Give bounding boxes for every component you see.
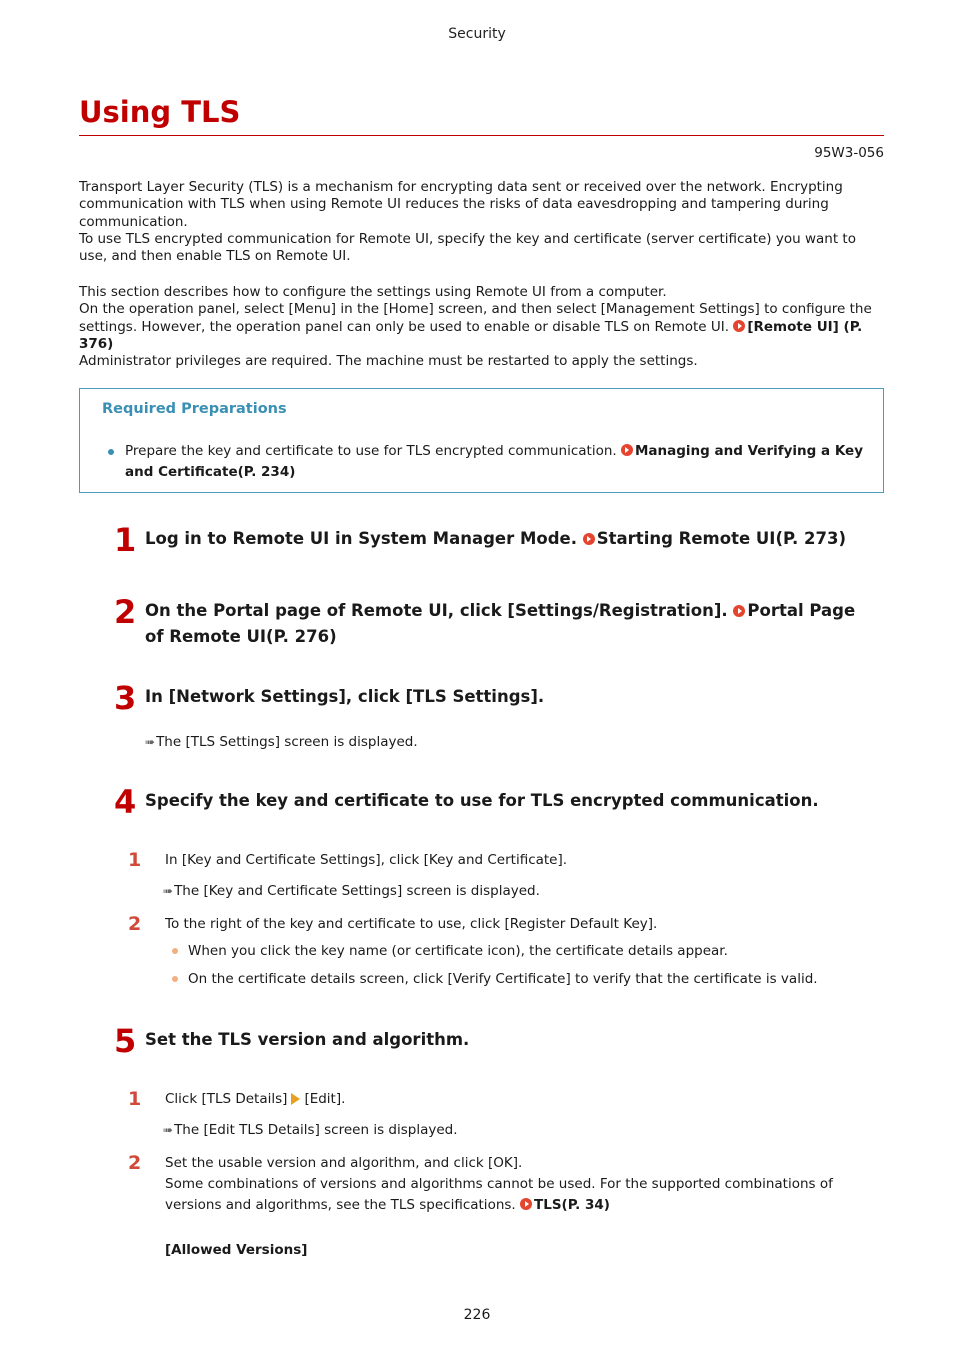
menu-arrow-icon <box>291 1093 300 1105</box>
step-4-sub-1-result <box>163 883 540 899</box>
remote-ui-link-text: [Remote UI] (P. 376) <box>79 318 863 352</box>
step-5-sub-1 <box>165 1089 865 1110</box>
step-3-text: In [Network Settings], click [TLS Settings]. <box>145 687 545 706</box>
page-title: Using TLS <box>79 95 241 129</box>
page-number: 226 <box>463 1307 491 1323</box>
bullet-icon <box>108 449 114 455</box>
step-3-result <box>145 734 418 750</box>
document-id: 95W3-056 <box>814 145 884 161</box>
step-number-4: 4 <box>114 783 137 821</box>
intro-paragraph-3: This section describes how to configure the settings using Remote UI from a computer. <box>79 284 667 300</box>
bullet-1-text: When you click the key name (or certificate icon), the certificate details appear. <box>188 943 728 959</box>
intro-block-2 <box>79 284 887 370</box>
required-preparations-title: Required Preparations <box>102 401 287 417</box>
tls-spec-link[interactable] <box>520 1197 610 1213</box>
step-5-sub-number-1: 1 <box>128 1088 142 1110</box>
step-number-1: 1 <box>114 521 137 559</box>
intro-paragraph-4 <box>79 301 887 353</box>
step-4-sub-1-text: In [Key and Certificate Settings], click [Key and Certificate]. <box>165 852 568 868</box>
step-1 <box>145 526 865 552</box>
result-arrow-icon: ➠ <box>163 884 173 898</box>
step-4-sub-2-bullet-1 <box>188 943 728 959</box>
running-header: Security <box>448 26 506 42</box>
link-arrow-icon <box>583 533 595 545</box>
intro-paragraph-4-text: On the operation panel, select [Menu] in the [Home] screen, and then select [Management Settings] to configure the settings. However, the operation panel can only be used to enable or disable TLS on Remote UI. <box>79 301 872 335</box>
step-4-sub-number-1: 1 <box>128 849 142 871</box>
step-4-sub-1-result-text: The [Key and Certificate Settings] screen is displayed. <box>174 883 540 899</box>
result-arrow-icon: ➠ <box>145 735 155 749</box>
intro-block-1 <box>79 179 887 265</box>
step-4-sub-2-text: To the right of the key and certificate to use, click [Register Default Key]. <box>165 916 658 932</box>
bullet-icon <box>172 976 178 982</box>
step-4-sub-2-bullet-2 <box>188 971 818 987</box>
bullet-2-text: On the certificate details screen, click [Verify Certificate] to verify that the certificate is valid. <box>188 971 818 987</box>
step-1-text: Log in to Remote UI in System Manager Mode. <box>145 529 578 548</box>
title-rule <box>79 135 884 136</box>
step-4-sub-number-2: 2 <box>128 913 142 935</box>
intro-paragraph-2: To use TLS encrypted communication for Remote UI, specify the key and certificate (server certificate) you want to use, and then enable TLS on Remote UI. <box>79 230 856 265</box>
bullet-icon <box>172 948 178 954</box>
step-5-sub-1-text-b: [Edit]. <box>304 1091 346 1107</box>
step-5-text: Set the TLS version and algorithm. <box>145 1030 470 1049</box>
step-5-sub-number-2: 2 <box>128 1152 142 1174</box>
step-number-5: 5 <box>114 1022 137 1060</box>
step-5-sub-1-result <box>163 1122 458 1138</box>
step-5-sub-2 <box>165 1153 865 1216</box>
step-number-2: 2 <box>114 593 137 631</box>
step-5-sub-2-note <box>165 1174 865 1216</box>
step-5-sub-2-text: Set the usable version and algorithm, and click [OK]. <box>165 1155 523 1171</box>
key-certificate-link-text: Managing and Verifying a Key and Certificate(P. 234) <box>125 443 864 480</box>
step-4-text: Specify the key and certificate to use for TLS encrypted communication. <box>145 791 819 810</box>
starting-remote-ui-link[interactable] <box>583 529 846 548</box>
step-5-sub-1-text-a: Click [TLS Details] <box>165 1091 288 1107</box>
portal-page-link-text: Portal Page of Remote UI(P. 276) <box>145 601 856 646</box>
required-preparations-box <box>79 388 884 493</box>
preparation-text: Prepare the key and certificate to use for TLS encrypted communication. <box>125 443 617 459</box>
intro-paragraph-1: Transport Layer Security (TLS) is a mechanism for encrypting data sent or received over the network. Encrypting communication with TLS when using Remote UI reduces the risks of data eavesdropping and tampering during communication. <box>79 179 843 230</box>
step-3-result-text: The [TLS Settings] screen is displayed. <box>156 734 418 750</box>
link-arrow-icon <box>621 444 633 456</box>
allowed-versions-heading: [Allowed Versions] <box>165 1242 308 1258</box>
tls-spec-link-text: TLS(P. 34) <box>534 1197 610 1213</box>
step-number-3: 3 <box>114 679 137 717</box>
step-5-sub-1-result-text: The [Edit TLS Details] screen is displayed. <box>174 1122 458 1138</box>
intro-paragraph-5: Administrator privileges are required. The machine must be restarted to apply the settings. <box>79 353 698 370</box>
step-2-text: On the Portal page of Remote UI, click [Settings/Registration]. <box>145 601 728 620</box>
preparation-item <box>125 441 865 483</box>
starting-remote-ui-link-text: Starting Remote UI(P. 273) <box>596 529 847 548</box>
link-arrow-icon <box>520 1198 532 1210</box>
link-arrow-icon <box>733 320 745 332</box>
step-5-sub-2-note-text: Some combinations of versions and algorithms cannot be used. For the supported combinations of versions and algorithms, see the TLS specifications. <box>165 1176 833 1213</box>
result-arrow-icon: ➠ <box>163 1123 173 1137</box>
step-2 <box>145 598 865 650</box>
link-arrow-icon <box>733 605 745 617</box>
